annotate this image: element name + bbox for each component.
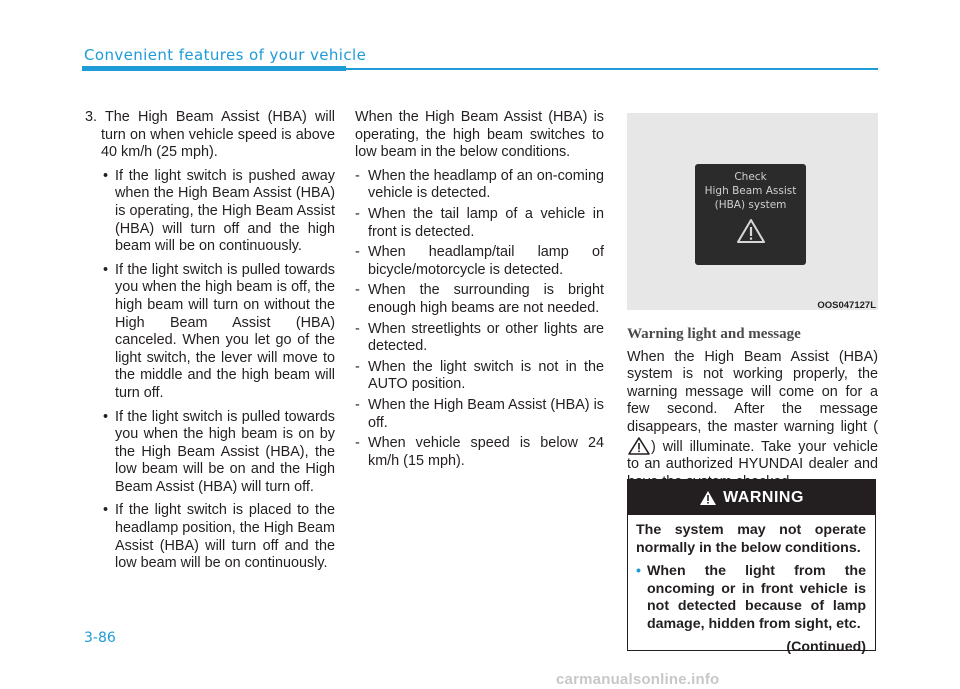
list-item xyxy=(82,502,335,572)
bullet-dot-icon: • xyxy=(636,563,641,579)
column-2 xyxy=(355,109,604,473)
condition-text: When the surrounding is bright enough high beams are not needed. xyxy=(368,282,604,316)
list-item-text: If the light switch is placed to the headlamp position, the High Beam Assist (HBA) will turn off and the low beam will be on continuously. xyxy=(115,502,335,572)
warning-triangle-icon xyxy=(699,490,717,506)
list-item-text: If the light switch is pulled towards you when the high beam is on by the High Beam Assist (HBA), the low beam will be on and the High Beam Assist (HBA) will turn off. xyxy=(115,408,335,495)
screen-line-2: High Beam Assist xyxy=(704,185,797,197)
warning-title: WARNING xyxy=(723,488,804,506)
condition-text: When the tail lamp of a vehicle in front is detected. xyxy=(368,205,604,240)
screen-line-3: (HBA) system xyxy=(714,199,787,211)
column-1 xyxy=(82,109,335,579)
bullet-dot-icon: • xyxy=(103,408,109,425)
condition-item: - When headlamp/tail lamp of bicycle/motorcycle is detected. xyxy=(355,244,604,278)
list-item xyxy=(82,262,335,403)
section-title: Convenient features of your vehicle xyxy=(84,46,367,64)
condition-text: When the High Beam Assist (HBA) is off. xyxy=(368,396,604,431)
column-3 xyxy=(627,113,878,497)
list-item-text: If the light switch is pulled towards you when the high beam is off, the high beam will turn on without the High Beam Assist (HBA) canceled. When you let go of the light switch, the lever will move to the middle and the high beam will turn off. xyxy=(115,261,335,401)
footer-watermark: carmanualsonline.info xyxy=(556,671,720,688)
screen-line-1: Check xyxy=(734,171,767,183)
continued-label: (Continued) xyxy=(786,639,866,655)
warning-body xyxy=(628,515,875,657)
bullet-dot-icon: • xyxy=(103,502,109,519)
condition-item: - When streetlights or other lights are detected. xyxy=(355,320,604,355)
condition-text: When the light switch is not in the AUTO position. xyxy=(368,358,604,393)
header-rule-accent xyxy=(82,66,346,71)
warning-box xyxy=(627,479,876,655)
condition-item: - When the High Beam Assist (HBA) is off. xyxy=(355,396,604,431)
conditions-intro: When the High Beam Assist (HBA) is operating, the high beam switches to low beam in the below conditions. xyxy=(355,109,604,161)
cluster-display xyxy=(695,164,806,265)
header-rule xyxy=(346,68,878,70)
bullet-dot-icon: • xyxy=(103,261,109,278)
list-item xyxy=(82,409,335,497)
cluster-message-figure xyxy=(627,113,878,310)
warning-bullet-text: When the light from the oncoming or in front vehicle is not detected because of lamp damage, hidden from sight, etc. xyxy=(647,563,866,632)
condition-text: When the headlamp of an on-coming vehicle is detected. xyxy=(368,167,604,202)
step-3-text: 3. The High Beam Assist (HBA) will turn on when vehicle speed is above 40 km/h (25 mph). xyxy=(85,109,335,161)
warning-triangle-icon xyxy=(736,218,766,244)
bullet-dot-icon: • xyxy=(103,167,109,184)
warning-light-paragraph xyxy=(627,349,878,492)
condition-item: - When the tail lamp of a vehicle in front is detected. xyxy=(355,205,604,240)
figure-code: OOS047127L xyxy=(817,300,876,311)
warning-bullet xyxy=(636,563,866,633)
list-item xyxy=(82,168,335,256)
condition-item: - When the surrounding is bright enough high beams are not needed. xyxy=(355,282,604,316)
page-number: 3-86 xyxy=(84,630,116,646)
warning-triangle-icon xyxy=(628,437,650,455)
condition-text: When streetlights or other lights are detected. xyxy=(368,320,604,355)
list-item-text: If the light switch is pushed away when the High Beam Assist (HBA) is operating, the High Beam Assist (HBA) will turn off and the high beam will be on continuously. xyxy=(115,167,335,255)
condition-item: - When vehicle speed is below 24 km/h (15 mph). xyxy=(355,435,604,469)
warning-light-subhead: Warning light and message xyxy=(627,326,801,342)
condition-text: When headlamp/tail lamp of bicycle/motorcycle is detected. xyxy=(368,244,604,278)
condition-item: - When the headlamp of an on-coming vehicle is detected. xyxy=(355,167,604,202)
paragraph-part-1: When the High Beam Assist (HBA) system is not working properly, the warning message will come on for a few second. After the message disappears, the master warning light ( xyxy=(627,348,878,435)
paragraph-part-2: ) will illuminate. Take your vehicle to an authorized HYUNDAI dealer and xyxy=(627,438,878,473)
condition-item: - When the light switch is not in the AUTO position. xyxy=(355,358,604,393)
warning-header xyxy=(628,480,875,515)
condition-text: When vehicle speed is below 24 km/h (15 mph). xyxy=(368,435,604,469)
warning-intro: The system may not operate normally in the below conditions. xyxy=(636,522,866,556)
